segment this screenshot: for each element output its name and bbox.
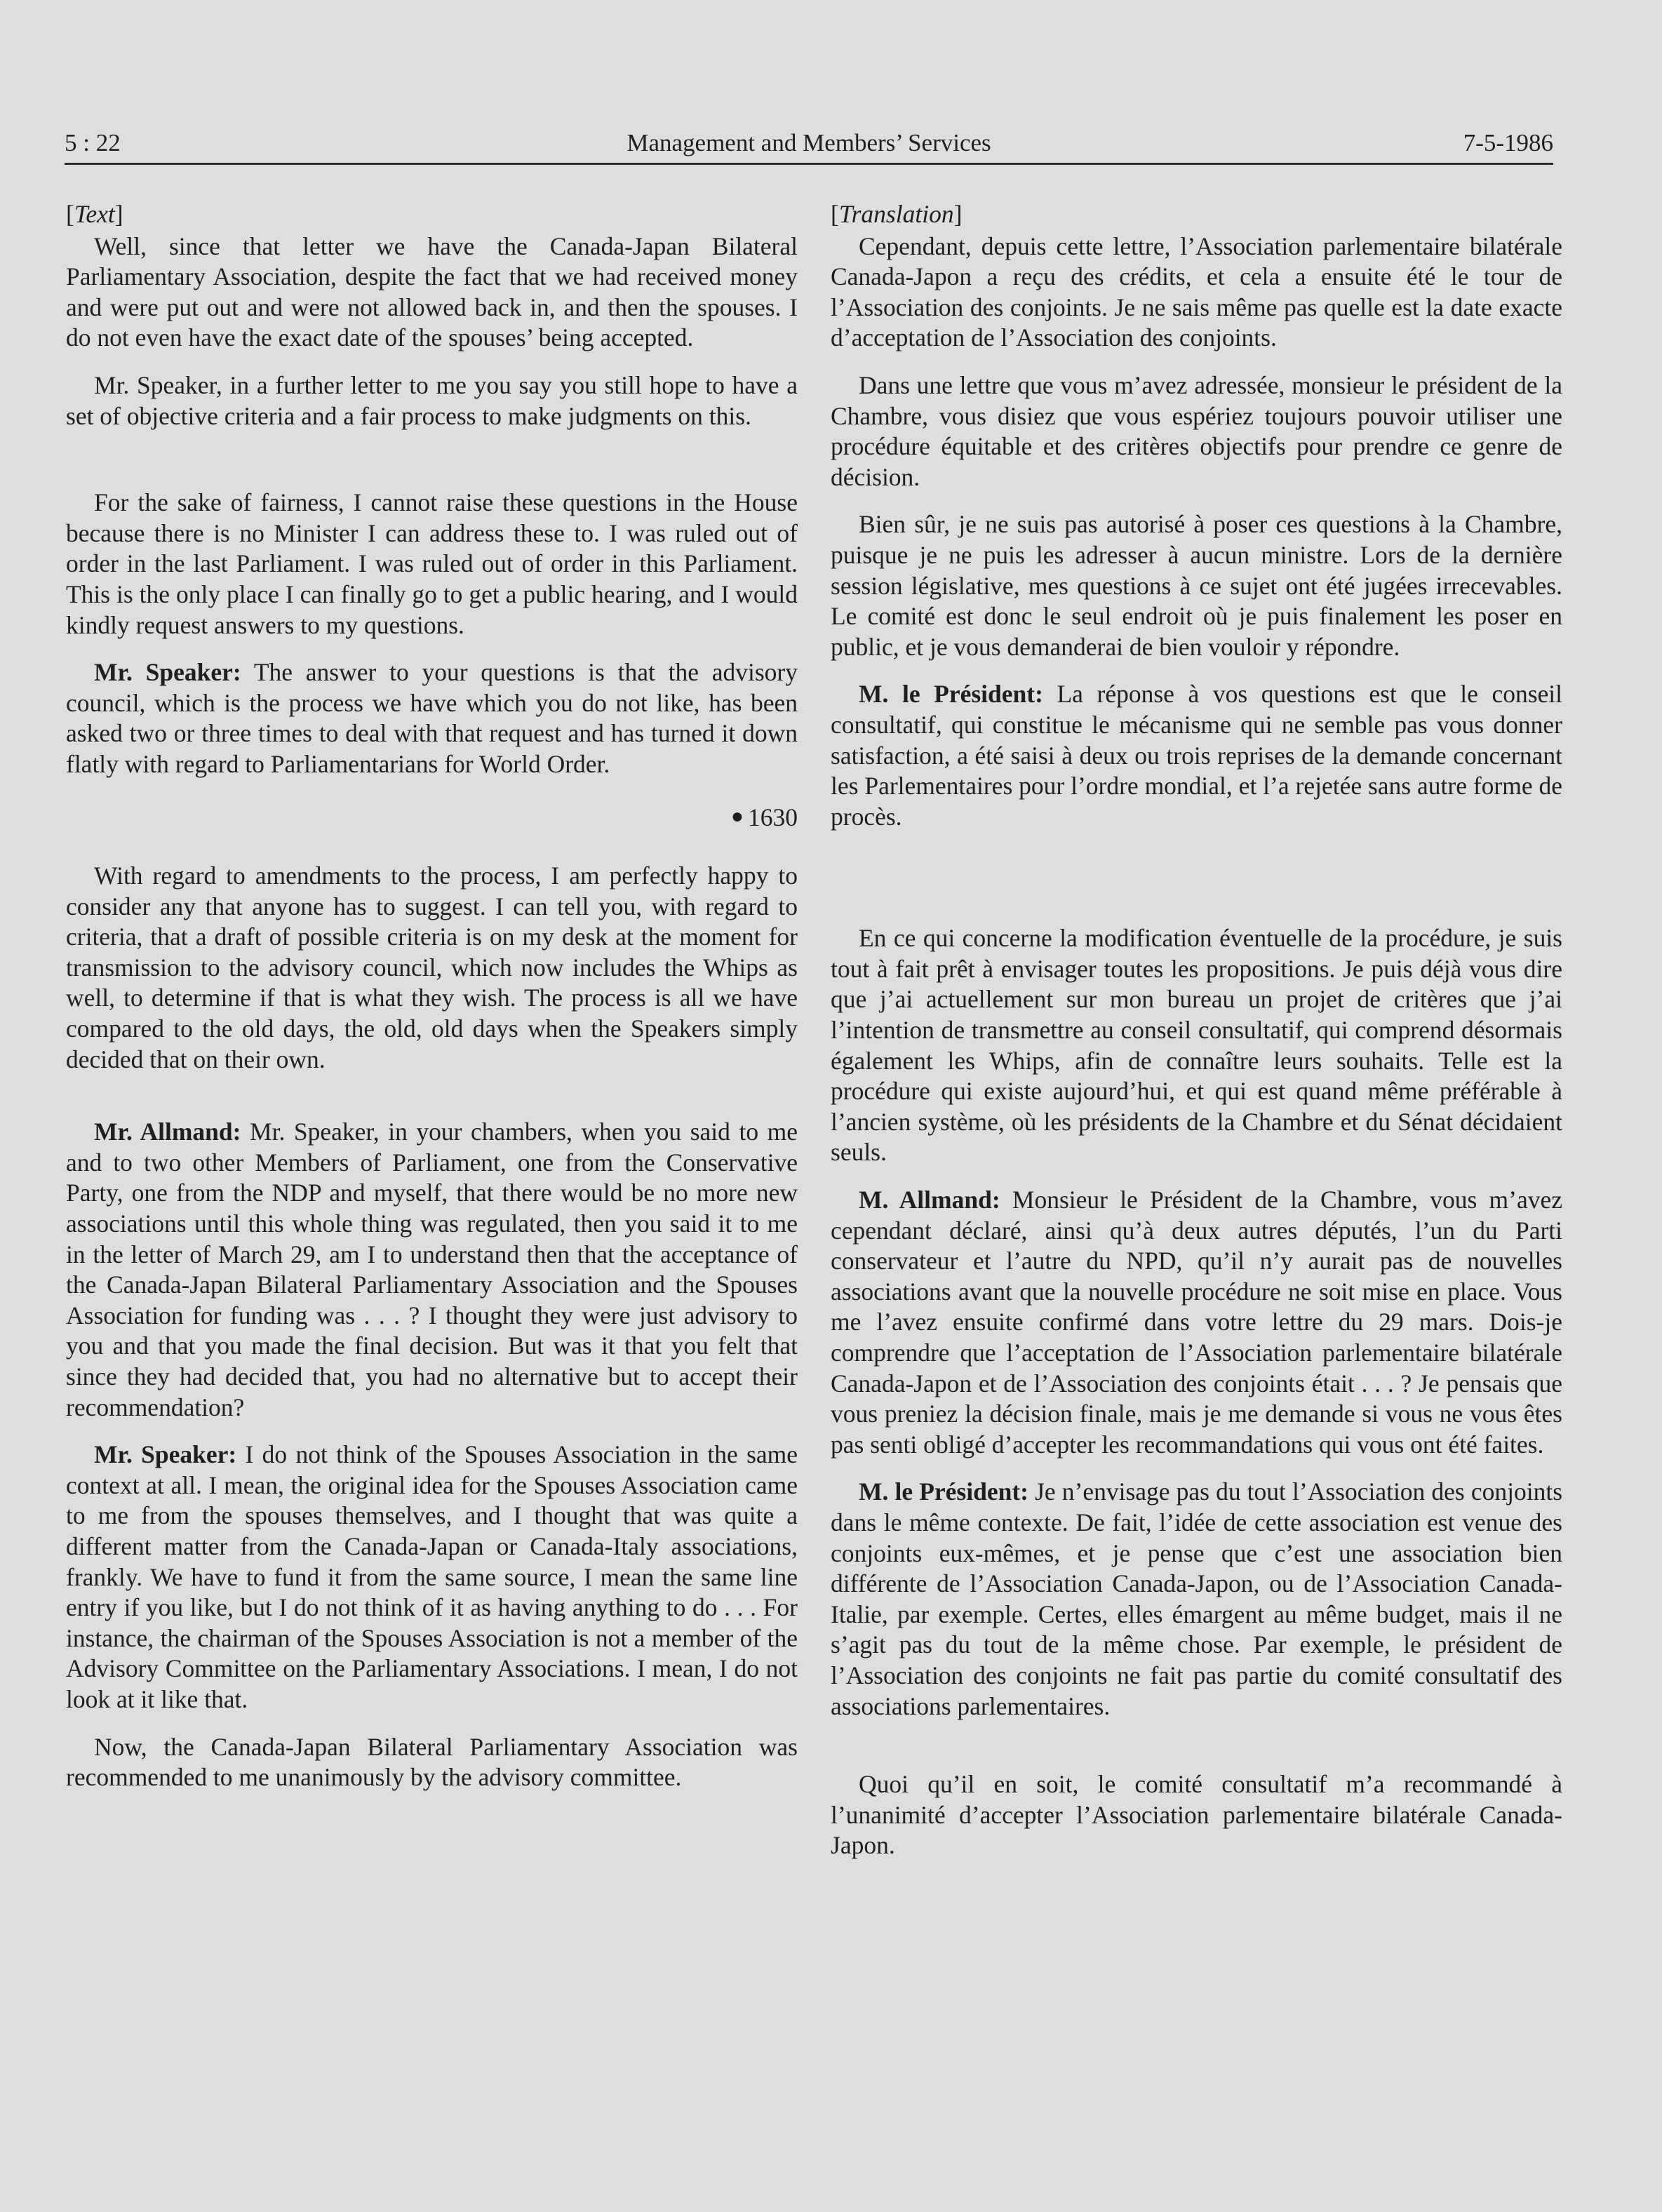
bullet-icon: ● — [730, 804, 744, 828]
paragraph: Well, since that letter we have the Canada-Japan Bilateral Parliamentary Association, despite the fact that we had received money and were put out and were not allowed back in, and then the spouses. I do not even have the exact date of the spouses’ being accepted. — [66, 232, 798, 352]
time-marker: ● 1630 — [730, 803, 798, 831]
header-rule — [65, 163, 1553, 165]
french-column — [831, 199, 1562, 1861]
speaker-paragraph: Mr. Allmand: Mr. Speaker, in your chambers, when you said to me and to two other Members of Parliament, one from the Conservative Party, one from the NDP and myself, that there would be no more new associations until this whole thing was regulated, then you said it to me in the letter of March 29, am I to understand then that the acceptance of the Canada-Japan Bilateral Parliamentary Association and the Spouses Association for funding was . . . ? I thought they were just advisory to you and that you made the final decision. But was it that you felt that since they had decided that, you had no alternative but to accept their recommendation? — [66, 1118, 798, 1421]
paragraph: Cependant, depuis cette lettre, l’Association parlementaire bilatérale Canada-Japon a reçu des crédits, et cela a ensuite été le tour de l’Association des conjoints. Je ne sais même pas quelle est la date exacte d’acceptation de l’Association des conjoints. — [831, 232, 1562, 352]
speaker-name: Mr. Allmand: — [94, 1118, 241, 1146]
paragraph: Now, the Canada-Japan Bilateral Parliamentary Association was recommended to me unanimously by the advisory committee. — [66, 1732, 798, 1792]
page-header — [65, 125, 1553, 161]
session-date: 7-5-1986 — [1463, 129, 1553, 156]
text-label: [Text] — [66, 200, 123, 228]
speaker-paragraph: Mr. Speaker: The answer to your questions is that the advisory council, which is the process we have which you do not like, has been asked two or three times to deal with that request and has turned it down flatly with regard to Parliamentarians for World Order. — [66, 658, 798, 778]
speaker-name: M. Allmand: — [859, 1186, 1000, 1214]
page-number: 5 : 22 — [65, 129, 121, 156]
speaker-name: M. le Président: — [859, 680, 1043, 709]
speaker-paragraph: M. Allmand: Monsieur le Président de la Chambre, vous m’avez cependant déclaré, ainsi qu’à deux autres députés, l’un du Parti conservateur et l’autre du NPD, qu’il n’y aurait pas de nouvelles associations avant que la nouvelle procédure ne soit mise en place. Vous me l’avez ensuite confirmé dans votre lettre du 29 mars. Dois-je comprendre que l’acceptation de l’Association parlementaire bilatérale Canada-Japon et de l’Association des conjoints était . . . ? Je pensais que vous preniez la décision finale, mais je me demande si vous ne vous êtes pas senti obligé d’accepter les recommandations qui vous ont été faites. — [831, 1186, 1562, 1459]
translation-label: [Translation] — [831, 200, 963, 228]
english-column — [66, 199, 798, 1793]
paragraph: Quoi qu’il en soit, le comité consultatif m’a recommandé à l’unanimité d’accepter l’Association parlementaire bilatérale Canada-Japon. — [831, 1770, 1562, 1860]
running-title: Management and Members’ Services — [626, 129, 991, 156]
paragraph: Dans une lettre que vous m’avez adressée, monsieur le président de la Chambre, vous disiez que vous espériez toujours pouvoir utiliser une procédure équitable et des critères objectifs pour prendre ce genre de décision. — [831, 370, 1562, 491]
paragraph: Mr. Speaker, in a further letter to me you say you still hope to have a set of objective criteria and a fair process to make judgments on this. — [66, 370, 798, 430]
speaker-name: Mr. Speaker: — [94, 1440, 237, 1469]
paragraph: For the sake of fairness, I cannot raise these questions in the House because there is no Minister I can address these to. I was ruled out of order in the last Parliament. I was ruled out of order in this Parliament. This is the only place I can finally go to get a public hearing, and I would kindly request answers to my questions. — [66, 488, 798, 639]
paragraph: With regard to amendments to the process, I am perfectly happy to consider any that anyone has to suggest. I can tell you, with regard to criteria, that a draft of possible criteria is on my desk at the moment for transmission to the advisory council, which now includes the Whips as well, to determine if that is what they wish. The process is all we have compared to the old days, the old, old days when the Speakers simply decided that on their own. — [66, 862, 798, 1073]
speaker-name: M. le Président: — [859, 1477, 1028, 1506]
speaker-paragraph: M. le Président: La réponse à vos questions est que le conseil consultatif, qui constitue le mécanisme qui ne semble pas vous donner satisfaction, a été saisi à deux ou trois reprises de la demande concernant les Parlementaires pour l’ordre mondial, et l’a rejetée sans autre forme de procès. — [831, 680, 1562, 831]
speaker-paragraph: M. le Président: Je n’envisage pas du tout l’Association des conjoints dans le même contexte. De fait, l’idée de cette association est venue des conjoints eux-mêmes, et je pense que c’est une association bien différente de l’Association Canada-Japon, ou de l’Association Canada-Italie, par exemple. Certes, elles émargent au même budget, mais il ne s’agit pas du tout de la même chose. Par exemple, le président de l’Association des conjoints ne fait pas partie du comité consultatif des associations parlementaires. — [831, 1477, 1563, 1720]
speaker-paragraph: Mr. Speaker: I do not think of the Spouses Association in the same context at all. I mean, the original idea for the Spouses Association came to me from the spouses themselves, and I thought that was quite a different matter from the Canada-Japan or Canada-Italy associations, frankly. We have to fund it from the same source, I mean the same line entry if you like, but I do not think of it as having anything to do . . . For instance, the chairman of the Spouses Association is not a member of the Advisory Committee on the Parliamentary Associations. I mean, I do not look at it like that. — [66, 1440, 798, 1713]
paragraph: Bien sûr, je ne suis pas autorisé à poser ces questions à la Chambre, puisque je ne puis les adresser à aucun ministre. Lors de la dernière session législative, mes questions à ce sujet ont été jugées irrecevables. Le comité est donc le seul endroit où je puis finalement les poser en public, et je vous demanderai de bien vouloir y répondre. — [831, 510, 1562, 661]
paragraph: En ce qui concerne la modification éventuelle de la procédure, je suis tout à fait prêt à envisager toutes les propositions. Je puis déjà vous dire que j’ai actuellement sur mon bureau un projet de critères que j’ai l’intention de transmettre au conseil consultatif, qui comprend désormais également les Whips, afin de connaître leurs souhaits. Telle est la procédure qui existe aujourd’hui, et qui est quand même préférable à l’ancien système, où les présidents de la Chambre et du Sénat décidaient seuls. — [831, 924, 1562, 1167]
speaker-name: Mr. Speaker: — [94, 658, 241, 687]
